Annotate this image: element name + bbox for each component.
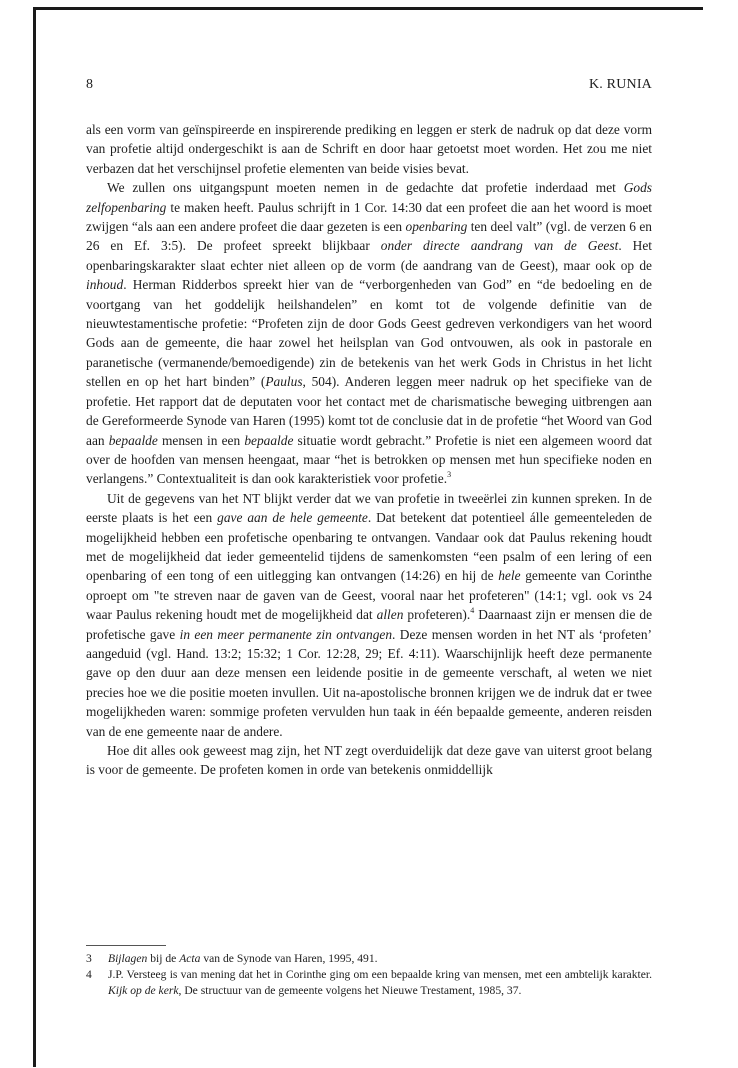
- p2-italic: bepaalde: [244, 432, 294, 448]
- paragraph-1: [86, 120, 652, 178]
- paragraph-2: [86, 178, 652, 489]
- p2-text: ten deel valt” (vgl. de verzen 6 en 26 en Ef. 3:5). De profeet spreekt blijkbaar: [86, 219, 652, 254]
- p3-text: . Deze mensen worden in het NT als ‘profeten’ aangeduid (vgl. Hand. 13:2; 15:32; 1 Cor. 12:28, 29; Ef. 4:11). Waarschijnlijk heeft deze permanente gave op den duur aan deze mensen een leidende positie in de gemeente verschaft, al weten we niet precies hoe we die positie moeten invullen. Uit na-apostolische bronnen krijgen we de indruk dat er twee mogelijkheden waren: sommige profeten vervulden hun taak in één bepaalde gemeente, anderen reisden van de ene gemeente naar de andere.: [86, 626, 653, 739]
- footnote-3: [86, 951, 652, 967]
- p2-text: . Herman Ridderbos spreekt hier van de “verborgenheden van God” en “de bedoeling en de voortgang van het goddelijk heilshandelen” en komt tot de volgende definitie van de nieuwtestamentische profetie: “Profeten zijn de door Gods Geest gedreven verkondigers van het woord Gods aan de gemeente, die haar zowel het heilsplan van God ontvouwen, als ook in pastorale en paranetische (vermanende/bemoedigende) zin de betekenis van het werk Gods in Christus in het licht stellen en op het hart binden” (: [86, 277, 652, 390]
- p2-italic: openbaring: [405, 219, 468, 235]
- footnote-ref-3[interactable]: 3: [447, 470, 452, 480]
- p3-text: Daarnaast zijn er mensen die de profetische gave: [86, 607, 653, 642]
- scan-border-left: [33, 7, 36, 1067]
- footnote-italic: Bijlagen: [108, 952, 148, 965]
- page-number: 8: [86, 77, 93, 92]
- p2-italic: Paulus: [265, 374, 303, 390]
- footnote-text: , De structuur van de gemeente volgens het Nieuwe Trestament, 1985, 37.: [178, 984, 522, 998]
- footnote-text: J.P. Versteeg is van mening dat het in Corinthe ging om een bepaalde kring van mensen, met een ambtelijk karakter.: [108, 968, 652, 982]
- p3-italic: allen: [376, 607, 404, 623]
- p4-text: Hoe dit alles ook geweest mag zijn, het NT zegt overduidelijk dat deze gave van uiterst groot belang is voor de gemeente. De profeten komen in orde van betekenis onmiddellijk: [86, 743, 652, 778]
- footnote-number: 4: [86, 968, 92, 982]
- footnote-text: bij de: [147, 952, 180, 965]
- running-head: K. RUNIA: [588, 77, 652, 92]
- footnote-italic: Acta: [179, 952, 201, 965]
- footnote-4: [86, 967, 652, 999]
- p2-italic: bepaalde: [108, 432, 158, 448]
- p3-text: gemeente van Corinthe oproept om "te streven naar de gaven van de Geest, vooral naar het profeteren" (14:1; vgl. ook vs 24 waar Paulus rekening houdt met de mogelijkheid dat: [86, 568, 652, 623]
- p2-italic: onder directe aandrang van de Geest: [380, 238, 619, 254]
- p2-text: We zullen ons uitgangspunt moeten nemen in de gedachte dat profetie inderdaad met: [107, 180, 624, 196]
- footnotes: [86, 951, 652, 1000]
- footnote-text: van de Synode van Haren, 1995, 491.: [200, 952, 378, 965]
- p2-italic: Gods zelfopenbaring: [86, 180, 652, 215]
- p3-text: profeteren).: [403, 607, 471, 623]
- footnote-rule: [86, 945, 166, 946]
- paragraph-3: [86, 489, 652, 741]
- footnote-ref-4[interactable]: 4: [470, 606, 475, 616]
- p3-italic: gave aan de hele gemeente: [217, 510, 368, 526]
- p3-italic: hele: [498, 568, 521, 584]
- footnote-number: 3: [86, 952, 92, 965]
- p2-text: situatie wordt gebracht.” Profetie is niet een algemeen woord dat over de hoofden van mensen heengaat, maar “het is betrokken op mensen met hun specifieke noden en verlangens.” Contextualiteit is dan ook karakteristiek voor profetie.: [86, 432, 652, 487]
- scan-border-top: [33, 7, 703, 10]
- body-text: [86, 120, 652, 780]
- page-header: [86, 77, 652, 95]
- p2-text: , 504). Anderen leggen meer nadruk op het specifieke van de profetie. Het rapport dat de deputaten voor het contact met de charismatische beweging uitbrengen aan de Gereformeerde Synode van Haren (1995) komt tot de conclusie dat in de profetie “het Woord van God aan: [86, 374, 652, 448]
- footnote-italic: Kijk op de kerk: [108, 984, 179, 998]
- paragraph-4: [86, 741, 652, 780]
- p2-text: te maken heeft. Paulus schrijft in 1 Cor. 14:30 dat een profeet die aan het woord is moet zwijgen “als aan een andere profeet die daar gezeten is een: [86, 199, 652, 235]
- p3-italic: in een meer permanente zin ontvangen: [179, 626, 393, 642]
- p2-italic: inhoud: [86, 277, 124, 293]
- p3-text: . Dat betekent dat potentieel álle gemeenteleden de mogelijkheid hebben een profetische openbaring te ontvangen. Vandaar ook dat Paulus rekening houdt met de mogelijkheid dat ieder gemeentelid tijdens de samenkomsten “een psalm of een lering of een openbaring of een tong of een uitlegging kan ontvangen (14:26) en hij de: [86, 510, 652, 584]
- p3-text: Uit de gegevens van het NT blijkt verder dat we van profetie in tweeërlei zin kunnen spreken. In de eerste plaats is het een: [86, 490, 652, 526]
- p2-text: . Het openbaringskarakter slaat echter niet alleen op de vorm (de aandrang van de Geest), maar ook op de: [86, 238, 653, 273]
- paragraph-1-text: als een vorm van geïnspireerde en inspirerende prediking en leggen er sterk de nadruk op dat deze vorm van profetie altijd ondergeschikt is aan de Schrift en door haar getoetst moet worden. Het zou me niet verbazen dat het verschijnsel profetie elementen van beide visies bevat.: [86, 122, 652, 176]
- p2-text: mensen in een: [157, 432, 245, 448]
